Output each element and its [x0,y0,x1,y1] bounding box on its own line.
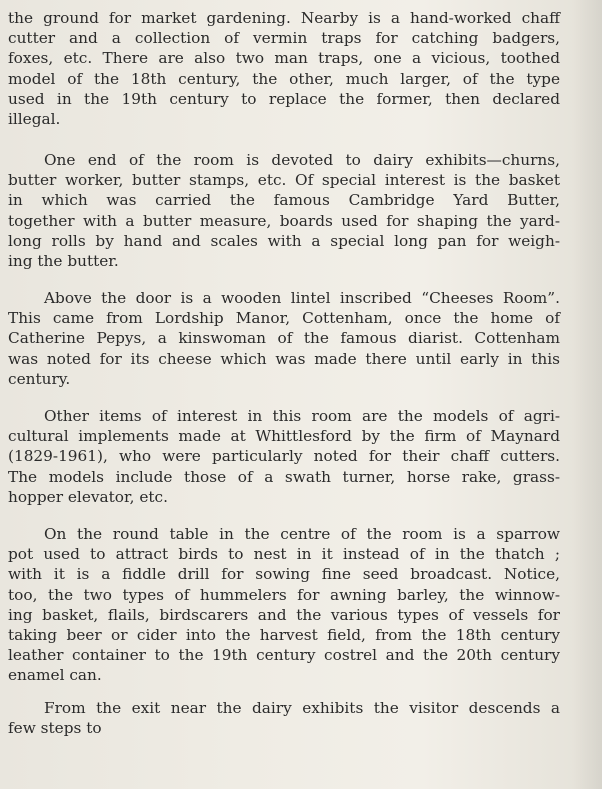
text-line: Other items of interest in this room are the models of agri- [44,407,560,425]
text-line: taking beer or cider into the harvest field, from the 18th century [8,626,560,645]
text-line: Above the door is a wooden lintel inscribed “Cheeses Room”. [44,289,560,307]
text-line: foxes, etc. There are also two man traps, one a vicious, toothed [8,49,560,68]
text-line: enamel can. [8,666,102,685]
text-line: the ground for market gardening. Nearby is a hand-worked chaff [8,9,560,27]
text-line: hopper elevator, etc. [8,487,168,506]
page-edge-shadow [572,0,602,789]
text-line: illegal. [8,110,61,129]
text-line: ing the butter. [8,252,119,271]
text-line: century. [8,369,71,388]
text-line: long rolls by hand and scales with a special long pan for weigh- [8,231,560,250]
text-line: was noted for its cheese which was made there until early in this [8,349,560,368]
text-line: with it is a fiddle drill for sowing fine seed broadcast. Notice, [8,565,560,584]
paragraph-cheeses-room [8,288,560,389]
text-line: The models include those of a swath turner, horse rake, grass- [8,467,560,486]
text-line: On the round table in the centre of the room is a sparrow [44,525,560,543]
text-line: together with a butter measure, boards used for shaping the yard- [8,211,560,230]
text-line: used in the 19th century to replace the former, then declared [8,89,560,108]
text-line: model of the 18th century, the other, much larger, of the type [8,69,560,88]
paragraph-dairy-exhibits [8,150,560,271]
text-line: few steps to [8,719,102,738]
text-line: butter worker, butter stamps, etc. Of special interest is the basket [8,171,560,190]
paragraph-round-table [8,524,560,686]
text-line: From the exit near the dairy exhibits the visitor descends a [44,699,560,717]
text-line: (1829-1961), who were particularly noted for their chaff cutters. [8,447,560,466]
text-line: ing basket, flails, birdscarers and the various types of vessels for [8,605,560,624]
text-line: cultural implements made at Whittlesford by the firm of Maynard [8,427,560,446]
text-line: One end of the room is devoted to dairy exhibits—churns, [44,151,560,169]
text-line: leather container to the 19th century costrel and the 20th century [8,646,560,665]
text-line: Catherine Pepys, a kinswoman of the famous diarist. Cottenham [8,329,560,348]
paragraph-exit [8,698,560,738]
paragraph-agricultural-models [8,406,560,507]
paragraph-market-gardening [8,8,560,129]
text-line: pot used to attract birds to nest in it instead of in the thatch ; [8,545,560,564]
text-line: in which was carried the famous Cambridge Yard Butter, [8,191,560,210]
text-line: too, the two types of hummelers for awning barley, the winnow- [8,585,560,604]
text-line: cutter and a collection of vermin traps for catching badgers, [8,29,560,48]
text-line: This came from Lordship Manor, Cottenham, once the home of [8,309,560,328]
